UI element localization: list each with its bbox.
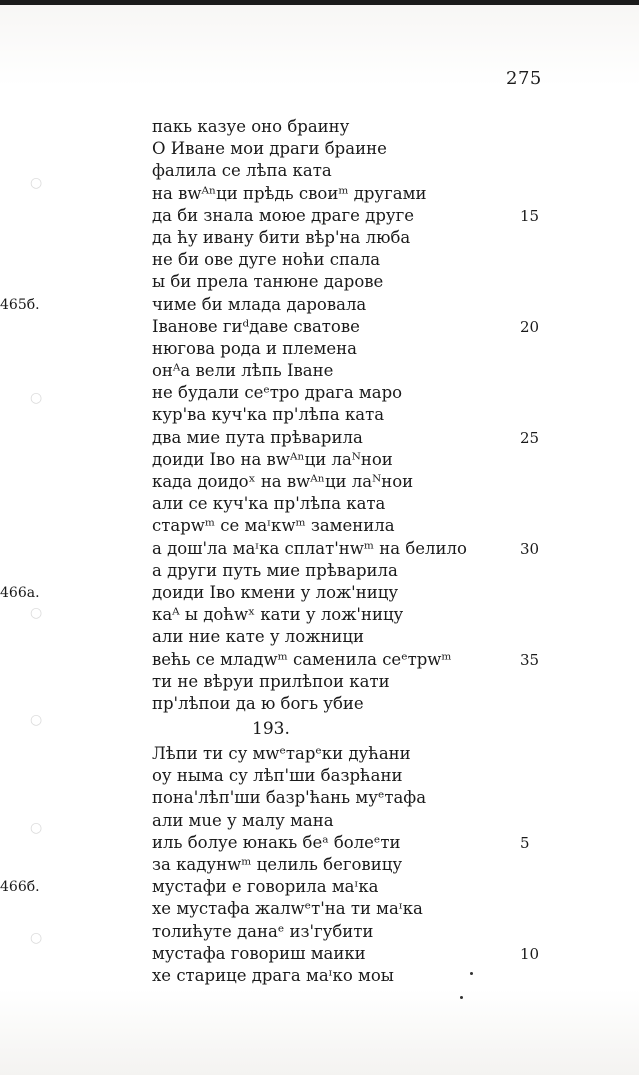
- verse-line: [0, 560, 639, 582]
- verse-line: [0, 338, 639, 360]
- verse-text: а дош'ла маᶦка сплат'нwᵐ на белило: [152, 538, 467, 558]
- verse-line: [0, 227, 639, 249]
- verse-text: толићуте данаᵉ из'губити: [152, 921, 374, 941]
- verse-text: хе старице драга маᶦко моы: [152, 965, 394, 985]
- verse-text: иль болуе юнакь беᵃ болеᵉти: [152, 832, 401, 852]
- verse-text: на вwᴬⁿци прѣдь своиᵐ другами: [152, 183, 427, 203]
- verse-line: [0, 316, 639, 338]
- verse-text: Іванове гиᵈдаве сватове: [152, 316, 360, 336]
- verse-line: [0, 832, 639, 854]
- verse-text: а други путь мие прѣварила: [152, 560, 398, 580]
- verse-text: хе мустафа жалwᵉт'на ти маᶦка: [152, 899, 423, 919]
- verse-text: већь се младwᵐ саменила сеᵉтрwᵐ: [152, 649, 452, 669]
- verse-line: [0, 493, 639, 515]
- verse-line: [0, 671, 639, 693]
- song-number: 193.: [252, 719, 290, 740]
- verse-line: [0, 898, 639, 920]
- bleed-through-mark: ○: [30, 390, 43, 406]
- verse-line: [0, 921, 639, 943]
- verse-line: [0, 515, 639, 537]
- verse-line: [0, 427, 639, 449]
- verse-line: [0, 787, 639, 809]
- verse-line: [0, 582, 639, 604]
- line-number: 5: [520, 833, 530, 852]
- line-number: 20: [520, 317, 540, 336]
- verse-line: [0, 649, 639, 671]
- verse-text: каᴬ ы доћwˣ кати у лож'ницу: [152, 605, 404, 625]
- verse-line: [0, 471, 639, 493]
- folio-marker: 465б.: [0, 296, 40, 313]
- poem-b: [0, 743, 639, 987]
- verse-text: када доидоˣ на вwᴬⁿци лаᴺнои: [152, 472, 414, 491]
- verse-line: [0, 810, 639, 832]
- verse-text: два мие пута прѣварила: [152, 427, 363, 447]
- verse-line: [0, 249, 639, 271]
- verse-text: ы би прела танюне дарове: [152, 272, 384, 292]
- verse-text: не будали сеᵉтро драга маро: [152, 383, 403, 403]
- verse-line: [0, 854, 639, 876]
- verse-text: доиди Іво на вwᴬⁿци лаᴺнои: [152, 449, 393, 469]
- line-number: 30: [520, 539, 540, 558]
- verse-line: [0, 538, 639, 560]
- text-body: [0, 116, 639, 987]
- verse-line: [0, 116, 639, 138]
- verse-text: да би знала моюе драге друге: [152, 205, 415, 225]
- verse-text: да ћу ивану бити вѣр'на люба: [152, 227, 411, 247]
- verse-text: пакь казуе оно браину: [152, 117, 350, 136]
- folio-marker: 466а.: [0, 584, 40, 601]
- verse-text: пр'лѣпои да ю богь убие: [152, 693, 364, 713]
- verse-text: кур'ва куч'ка пр'лѣпа ката: [152, 405, 385, 425]
- verse-text: пона'лѣп'ши базр'ћань муᵉтафа: [152, 788, 427, 808]
- ink-speck: [470, 972, 473, 975]
- folio-marker: 466б.: [0, 879, 40, 896]
- line-number: 35: [520, 650, 540, 669]
- verse-line: [0, 138, 639, 160]
- poem-a: [0, 116, 639, 715]
- verse-text: оу ныма су лѣп'ши базрћани: [152, 766, 403, 786]
- verse-line: [0, 943, 639, 965]
- verse-text: О Иване мои драги браине: [152, 139, 387, 159]
- verse-text: ти не вѣруи прилѣпои кати: [152, 671, 390, 691]
- bleed-through-mark: ○: [30, 605, 43, 621]
- verse-text: не би ове дуге ноћи спала: [152, 250, 381, 270]
- verse-text: Лѣпи ти су мwᵉтарᵉки дућани: [152, 744, 411, 764]
- verse-text: нюгова рода и племена: [152, 338, 357, 358]
- verse-line: [0, 183, 639, 205]
- verse-text: али се куч'ка пр'лѣпа ката: [152, 494, 386, 514]
- verse-text: доиди Іво кмени у лож'ницу: [152, 582, 399, 602]
- verse-text: али мue у малу мана: [152, 810, 334, 830]
- verse-text: онᴬа вели лѣпь Іване: [152, 361, 334, 381]
- verse-line: [0, 294, 639, 316]
- verse-text: старwᵐ се маᶦкwᵐ заменила: [152, 516, 395, 536]
- verse-text: за кадунwᵐ целиль беговицу: [152, 855, 403, 874]
- verse-line: [0, 626, 639, 648]
- verse-text: али ние кате у ложници: [152, 627, 365, 647]
- scan-edge: [0, 0, 639, 5]
- verse-line: [0, 604, 639, 626]
- page-number: 275: [506, 68, 542, 89]
- bleed-through-mark: ○: [30, 175, 43, 191]
- line-number: 10: [520, 944, 540, 963]
- line-number: 25: [520, 428, 540, 447]
- verse-line: [0, 743, 639, 765]
- song-heading: [0, 715, 639, 743]
- verse-text: мустафа говориш маики: [152, 943, 366, 963]
- verse-line: [0, 382, 639, 404]
- verse-line: [0, 965, 639, 987]
- verse-line: [0, 765, 639, 787]
- verse-line: [0, 449, 639, 471]
- bleed-through-mark: ○: [30, 712, 43, 728]
- bleed-through-mark: ○: [30, 820, 43, 836]
- verse-text: мустафи е говорила маᶦка: [152, 877, 379, 897]
- verse-line: [0, 876, 639, 898]
- verse-text: чиме би млада даровала: [152, 294, 367, 314]
- line-number: 15: [520, 206, 540, 225]
- verse-line: [0, 404, 639, 426]
- bleed-through-mark: ○: [30, 930, 43, 946]
- verse-line: [0, 205, 639, 227]
- verse-line: [0, 271, 639, 293]
- verse-line: [0, 160, 639, 182]
- ink-speck: [460, 996, 463, 999]
- verse-text: фалила се лѣпа ката: [152, 161, 332, 181]
- verse-line: [0, 693, 639, 715]
- verse-line: [0, 360, 639, 382]
